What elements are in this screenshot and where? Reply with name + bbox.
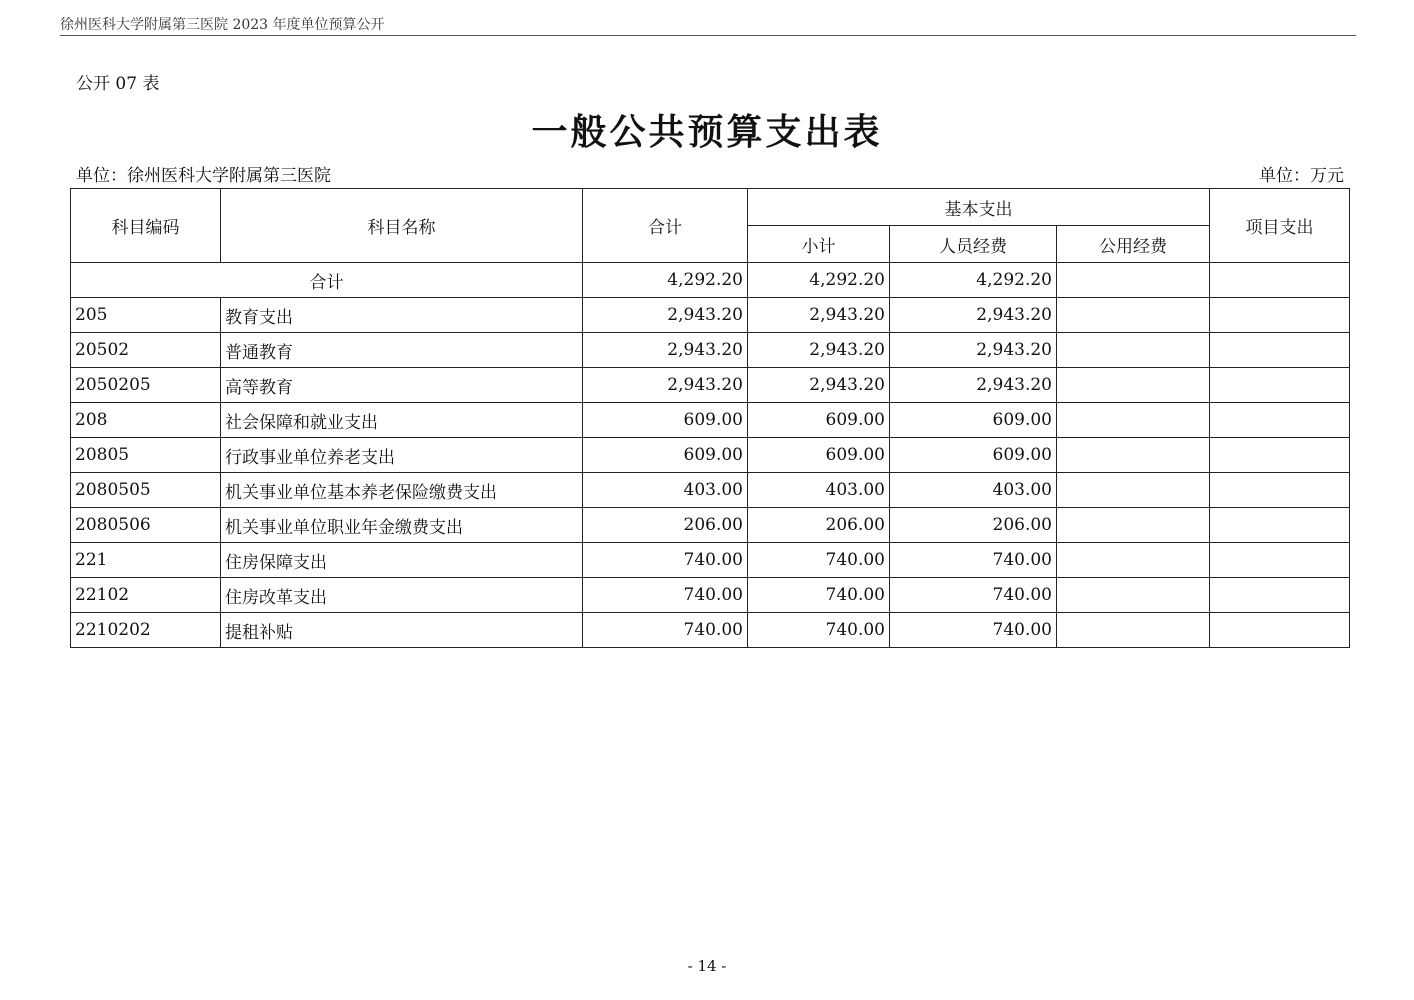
cell-code: 2050205 — [71, 368, 221, 403]
col-header-name: 科目名称 — [221, 189, 583, 263]
total-row-project — [1210, 263, 1350, 298]
cell-total: 403.00 — [583, 473, 748, 508]
cell-name: 住房改革支出 — [221, 578, 583, 613]
cell-subtotal: 609.00 — [748, 438, 890, 473]
col-header-subtotal: 小计 — [748, 226, 890, 263]
cell-public — [1057, 578, 1210, 613]
form-number: 公开 07 表 — [76, 74, 160, 94]
header-row-top — [71, 189, 1350, 226]
cell-subtotal: 740.00 — [748, 578, 890, 613]
cell-subtotal: 2,943.20 — [748, 368, 890, 403]
cell-total: 206.00 — [583, 508, 748, 543]
col-header-personnel: 人员经费 — [890, 226, 1057, 263]
cell-personnel: 740.00 — [890, 578, 1057, 613]
col-header-public: 公用经费 — [1057, 226, 1210, 263]
cell-project — [1210, 403, 1350, 438]
cell-code: 2210202 — [71, 613, 221, 648]
cell-personnel: 609.00 — [890, 403, 1057, 438]
cell-subtotal: 609.00 — [748, 403, 890, 438]
table-row — [71, 438, 1350, 473]
cell-personnel: 740.00 — [890, 613, 1057, 648]
col-header-project: 项目支出 — [1210, 189, 1350, 263]
cell-project — [1210, 333, 1350, 368]
cell-public — [1057, 298, 1210, 333]
cell-project — [1210, 368, 1350, 403]
cell-subtotal: 740.00 — [748, 613, 890, 648]
cell-public — [1057, 368, 1210, 403]
cell-personnel: 609.00 — [890, 438, 1057, 473]
cell-personnel: 206.00 — [890, 508, 1057, 543]
header-rule — [60, 35, 1356, 36]
cell-project — [1210, 473, 1350, 508]
cell-code: 221 — [71, 543, 221, 578]
cell-total: 609.00 — [583, 438, 748, 473]
cell-code: 22102 — [71, 578, 221, 613]
cell-total: 740.00 — [583, 543, 748, 578]
cell-personnel: 2,943.20 — [890, 368, 1057, 403]
cell-code: 208 — [71, 403, 221, 438]
cell-project — [1210, 613, 1350, 648]
cell-project — [1210, 508, 1350, 543]
total-row-total: 4,292.20 — [583, 263, 748, 298]
cell-name: 教育支出 — [221, 298, 583, 333]
table-row — [71, 508, 1350, 543]
unit-currency: 单位：万元 — [1259, 166, 1344, 186]
cell-project — [1210, 298, 1350, 333]
table-row — [71, 543, 1350, 578]
cell-name: 行政事业单位养老支出 — [221, 438, 583, 473]
cell-personnel: 2,943.20 — [890, 298, 1057, 333]
page-number: - 14 - — [687, 957, 727, 975]
table-row — [71, 298, 1350, 333]
cell-total: 2,943.20 — [583, 298, 748, 333]
col-header-total: 合计 — [583, 189, 748, 263]
total-row-public — [1057, 263, 1210, 298]
total-row-label: 合计 — [71, 263, 583, 298]
table-row — [71, 473, 1350, 508]
cell-public — [1057, 403, 1210, 438]
running-header: 徐州医科大学附属第三医院 2023 年度单位预算公开 — [60, 17, 385, 33]
budget-table — [70, 188, 1350, 648]
cell-personnel: 403.00 — [890, 473, 1057, 508]
cell-personnel: 740.00 — [890, 543, 1057, 578]
cell-subtotal: 2,943.20 — [748, 333, 890, 368]
cell-total: 740.00 — [583, 613, 748, 648]
table-row — [71, 333, 1350, 368]
cell-project — [1210, 543, 1350, 578]
cell-project — [1210, 438, 1350, 473]
table-row — [71, 578, 1350, 613]
unit-organization: 单位：徐州医科大学附属第三医院 — [76, 166, 331, 186]
cell-public — [1057, 438, 1210, 473]
page-title: 一般公共预算支出表 — [531, 111, 883, 153]
cell-public — [1057, 508, 1210, 543]
cell-subtotal: 403.00 — [748, 473, 890, 508]
table-row — [71, 613, 1350, 648]
col-header-basic: 基本支出 — [748, 189, 1210, 226]
total-row-personnel: 4,292.20 — [890, 263, 1057, 298]
cell-code: 2080506 — [71, 508, 221, 543]
total-row — [71, 263, 1350, 298]
cell-code: 205 — [71, 298, 221, 333]
cell-public — [1057, 543, 1210, 578]
cell-code: 20502 — [71, 333, 221, 368]
col-header-code: 科目编码 — [71, 189, 221, 263]
cell-total: 609.00 — [583, 403, 748, 438]
cell-total: 740.00 — [583, 578, 748, 613]
cell-public — [1057, 613, 1210, 648]
cell-public — [1057, 333, 1210, 368]
cell-subtotal: 206.00 — [748, 508, 890, 543]
total-row-subtotal: 4,292.20 — [748, 263, 890, 298]
cell-name: 提租补贴 — [221, 613, 583, 648]
table-row — [71, 403, 1350, 438]
cell-total: 2,943.20 — [583, 368, 748, 403]
cell-name: 社会保障和就业支出 — [221, 403, 583, 438]
table-row — [71, 368, 1350, 403]
cell-name: 机关事业单位职业年金缴费支出 — [221, 508, 583, 543]
cell-total: 2,943.20 — [583, 333, 748, 368]
cell-project — [1210, 578, 1350, 613]
cell-public — [1057, 473, 1210, 508]
cell-name: 机关事业单位基本养老保险缴费支出 — [221, 473, 583, 508]
cell-personnel: 2,943.20 — [890, 333, 1057, 368]
cell-subtotal: 2,943.20 — [748, 298, 890, 333]
cell-name: 住房保障支出 — [221, 543, 583, 578]
cell-subtotal: 740.00 — [748, 543, 890, 578]
cell-code: 2080505 — [71, 473, 221, 508]
cell-name: 普通教育 — [221, 333, 583, 368]
cell-name: 高等教育 — [221, 368, 583, 403]
cell-code: 20805 — [71, 438, 221, 473]
